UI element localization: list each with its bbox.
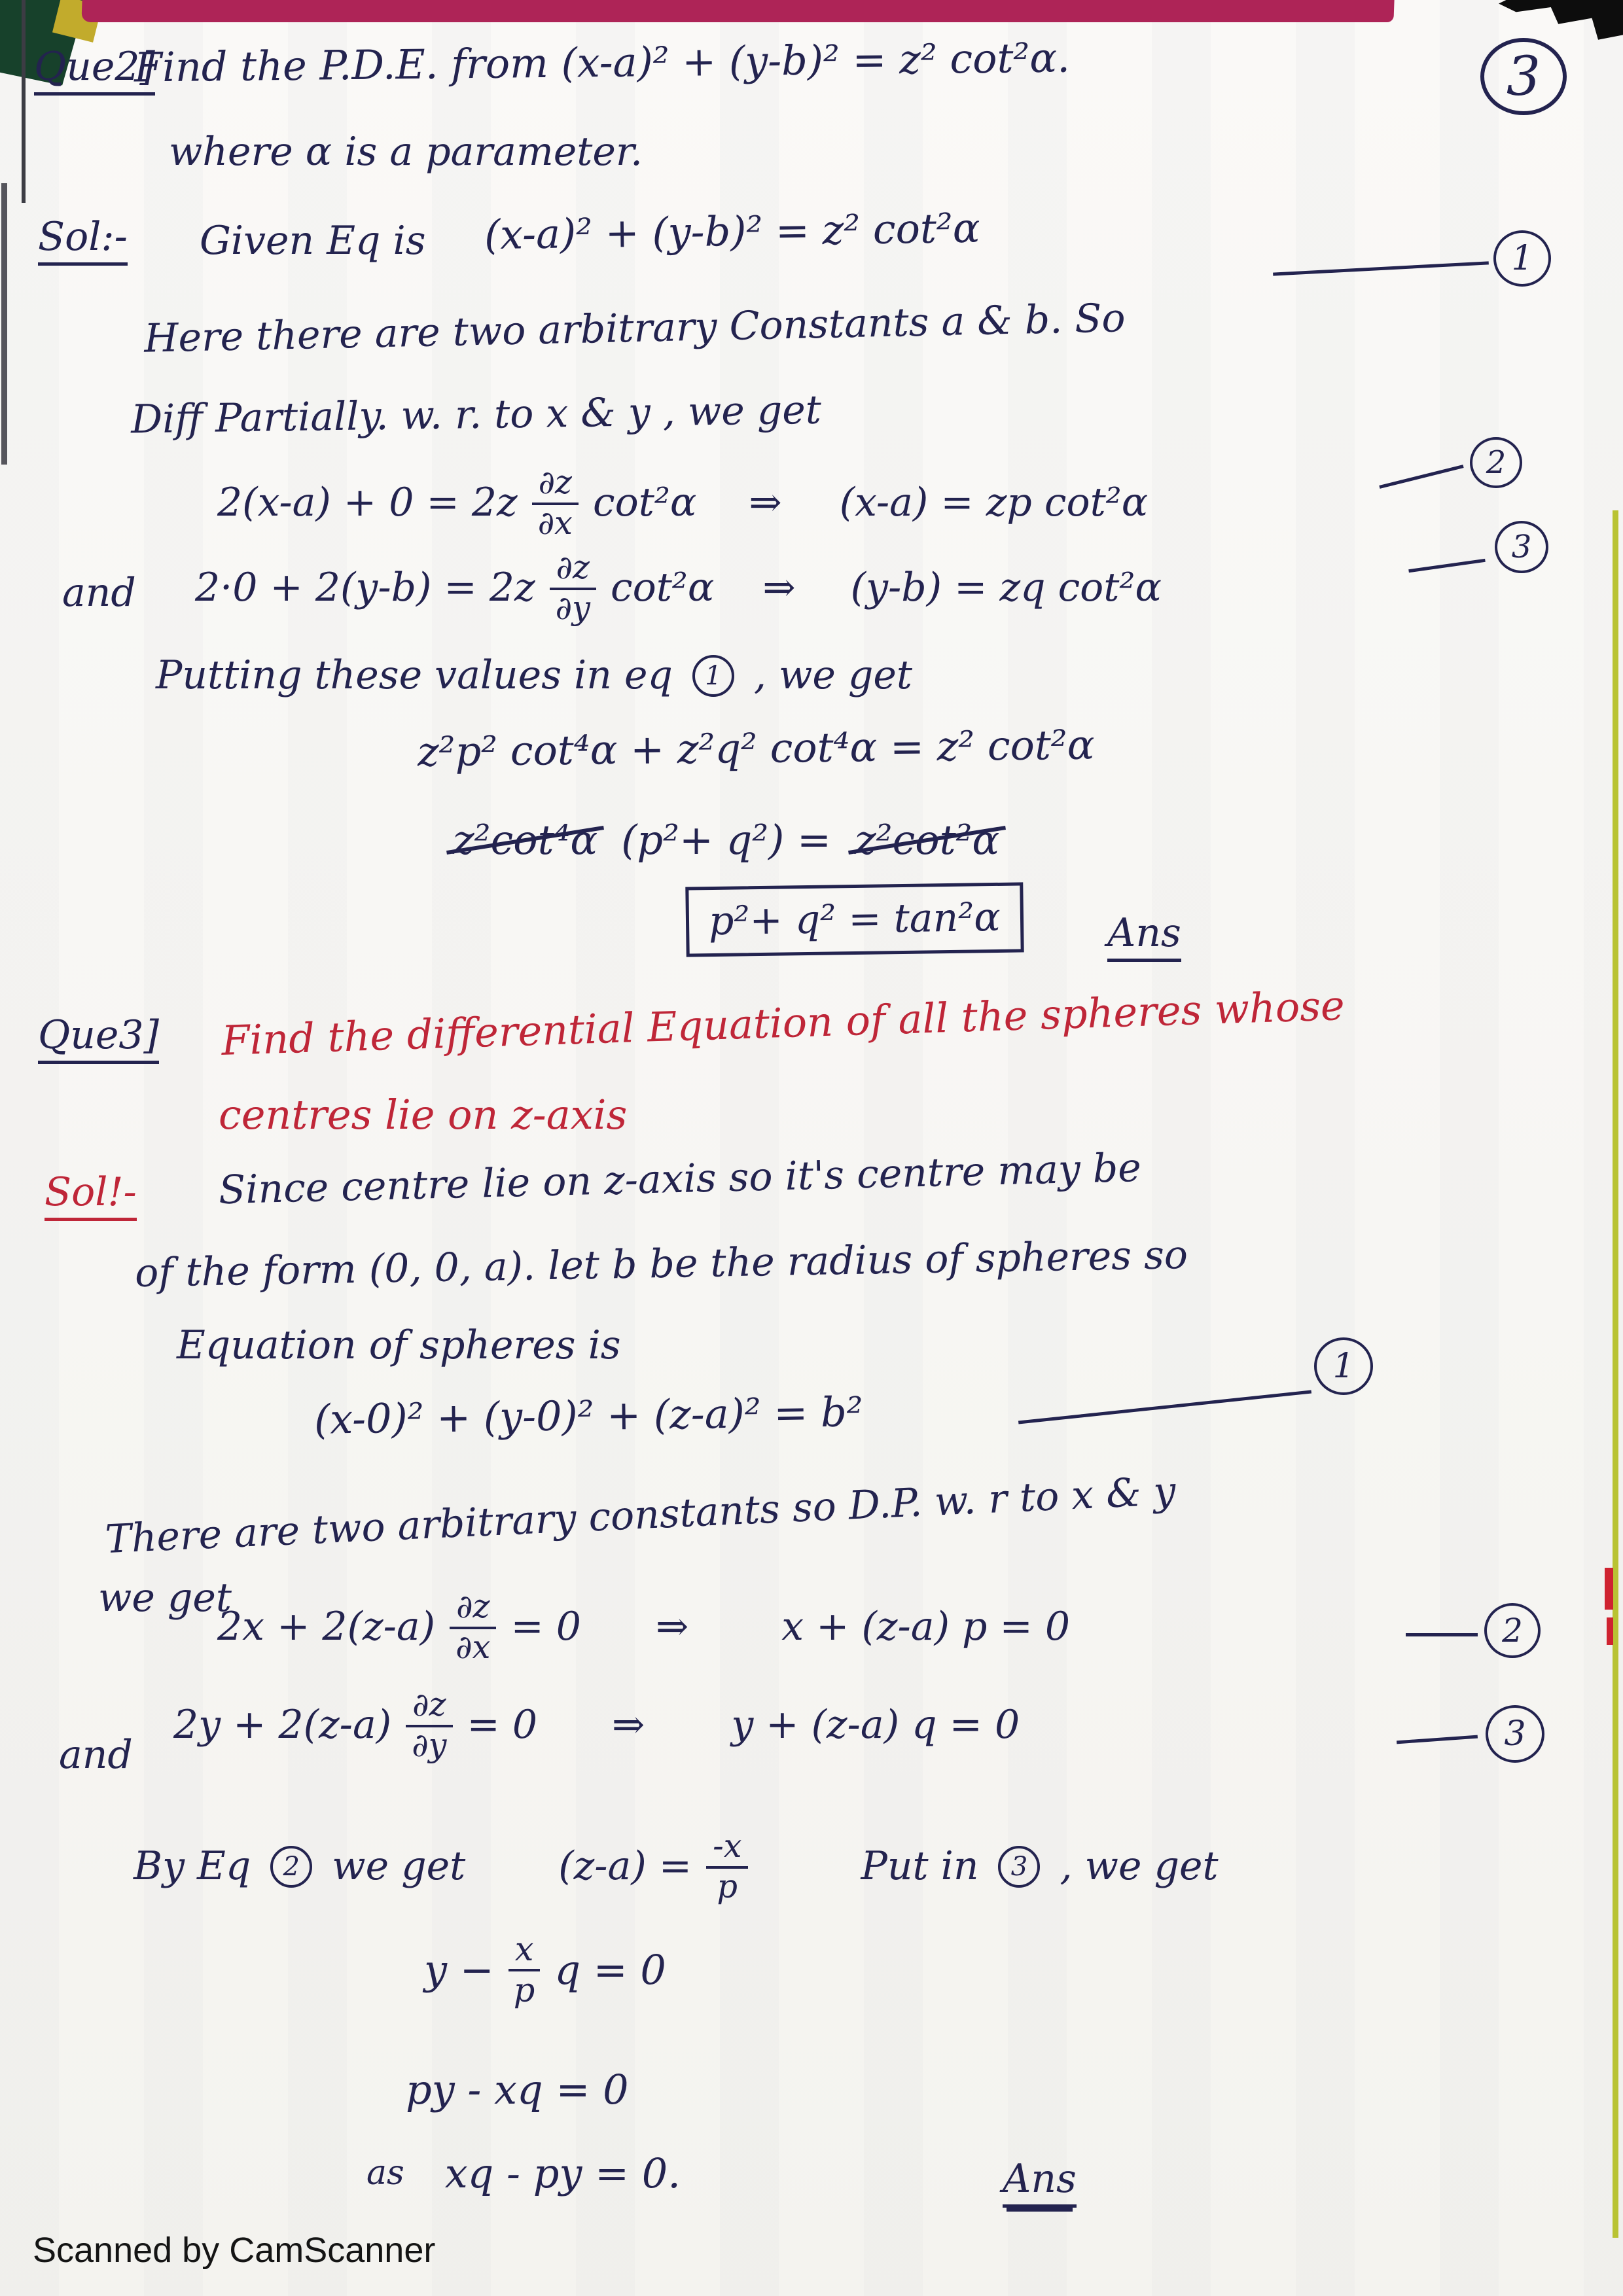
- implies-arrow: ⇒: [612, 1702, 645, 1748]
- que2-cancelled-equation: [453, 817, 999, 863]
- que3-ans-label: [1003, 2157, 1077, 2202]
- que3-result-line2: py - xq = 0: [406, 2066, 629, 2113]
- eq-term: q = 0: [554, 1945, 666, 1994]
- que3-by-eq-line: [134, 1829, 1219, 1903]
- que3-we-get-line: we get: [98, 1575, 232, 1621]
- eq-term: 2(x-a) + 0 = 2z: [217, 480, 518, 526]
- struck-term: z²cot⁴α: [453, 816, 598, 864]
- sphere-eq-pointer-line: [1018, 1390, 1311, 1424]
- eq-term: x + (z-a) p = 0: [781, 1604, 1071, 1650]
- que3-arbitrary-line: There are two arbitrary constants so D.P. w. r to x & y: [104, 1468, 1177, 1563]
- que3-equation-of-spheres-line: Equation of spheres is: [177, 1322, 621, 1368]
- eq3-number-badge: 3: [1495, 521, 1548, 573]
- que2-sol-label-text: Sol:-: [38, 214, 128, 266]
- eq-term: (p²+ q²) =: [621, 816, 831, 864]
- camscanner-watermark: Scanned by CamScanner: [33, 2231, 436, 2270]
- scan-right-red-mark-2: [1607, 1617, 1613, 1645]
- eq-term: = 0: [467, 1702, 538, 1748]
- eq-term: (z-a) =: [558, 1843, 692, 1890]
- que2-diff-y-equation: [195, 548, 1162, 627]
- answer-equation: p²+ q² = tan²α: [708, 894, 1001, 945]
- eq1-pointer-line: [1273, 261, 1489, 275]
- eq2-pointer-dash: [1379, 465, 1463, 489]
- que2-and-word: and: [62, 570, 136, 616]
- partial-dz-dy-fraction: $\frac{\partial z}{\partial y}$: [406, 1688, 452, 1762]
- que2-putting-line: [156, 653, 912, 698]
- que3-result-line1: [424, 1932, 666, 2008]
- text-run: , we get: [753, 652, 912, 698]
- eq-ref-badge-3: 3: [998, 1846, 1040, 1888]
- struck-term: z²cot²α: [855, 816, 1000, 864]
- que3-and-word: and: [59, 1732, 133, 1778]
- scan-left-line-mid: [1, 183, 7, 465]
- que3-form-line: of the form (0, 0, a). let b be the radius of spheres so: [134, 1231, 1188, 1297]
- que3-label: [38, 1013, 159, 1058]
- eq-term: 2y + 2(z-a): [173, 1702, 392, 1748]
- que3-dp-x-equation: [217, 1587, 1071, 1666]
- que2-given-text: Given Eq is: [200, 218, 426, 264]
- que3-dp-y-equation: [173, 1688, 1020, 1762]
- text-run: By Eq: [134, 1843, 251, 1890]
- implies-arrow: ⇒: [655, 1604, 689, 1650]
- page-number-badge: 3: [1480, 38, 1567, 115]
- ans-text: Ans: [1003, 2156, 1077, 2208]
- x-over-p-fraction: $\frac{x}{p}$: [508, 1932, 541, 2008]
- que2-diff-x-equation: [217, 463, 1149, 542]
- implies-arrow: ⇒: [749, 480, 782, 526]
- scan-right-yellow-line: [1613, 510, 1618, 2238]
- eq-term: (x-a) = zp cot²α: [839, 480, 1149, 526]
- text-run: , we get: [1060, 1843, 1219, 1890]
- que2-substituted-equation: z²p² cot⁴α + z²q² cot⁴α = z² cot²α: [417, 720, 1095, 776]
- eq3-pointer-dash: [1408, 559, 1486, 573]
- scan-edge-magenta-stripe: [81, 0, 1394, 22]
- eq-ref-badge-1: 1: [692, 655, 734, 697]
- eq3b-number-badge: 3: [1486, 1705, 1544, 1763]
- que2-sol-label: [38, 215, 128, 260]
- partial-dz-dx-fraction: $\frac{\partial z}{\partial x}$: [450, 1590, 496, 1664]
- eq-term: = 0: [510, 1604, 581, 1650]
- eq-ref-badge-2: 2: [270, 1846, 312, 1888]
- que3-question-line1: Find the differential Equation of all the spheres whose: [221, 981, 1346, 1065]
- text-run: Putting these values in eq: [156, 652, 673, 698]
- que2-final-answer: [686, 885, 1024, 955]
- que3-since-line: Since centre lie on z-axis so it's centre may be: [218, 1144, 1142, 1214]
- que2-question-line2: where α is a parameter.: [169, 129, 643, 175]
- eq3b-pointer-dash: [1397, 1735, 1478, 1744]
- answer-box: [685, 882, 1024, 957]
- que3-label-text: Que3]: [38, 1012, 159, 1064]
- text-run: Put in: [861, 1843, 979, 1890]
- eq-term: (y-b) = zq cot²α: [850, 565, 1162, 611]
- eq2b-number-badge: 2: [1484, 1603, 1541, 1658]
- eq-term: 2·0 + 2(y-b) = 2z: [195, 565, 535, 611]
- que2-question-line1: Find the P.D.E. from (x-a)² + (y-b)² = z² cot²α.: [134, 33, 1071, 92]
- partial-dz-dy-fraction: $\frac{\partial z}{\partial y}$: [550, 551, 596, 625]
- eq1-number-badge: 1: [1493, 230, 1551, 287]
- scan-right-red-mark: [1605, 1568, 1613, 1610]
- scan-left-line-top: [22, 0, 26, 203]
- partial-dz-dx-fraction: $\frac{\partial z}{\partial x}$: [532, 466, 579, 540]
- que3-sol-label-text: Sol!-: [45, 1169, 137, 1221]
- eq-term: y −: [424, 1945, 494, 1994]
- que3-result-line3: [366, 2150, 681, 2197]
- que2-eq1: (x-a)² + (y-b)² = z² cot²α: [484, 203, 981, 259]
- que2-label-text: Que2]: [34, 44, 155, 96]
- eq2-number-badge: 2: [1470, 437, 1522, 488]
- text-run: as: [366, 2153, 404, 2193]
- que2-here-line: Here there are two arbitrary Constants a & b. So: [143, 295, 1126, 362]
- eq-term: cot²α: [592, 480, 697, 526]
- implies-arrow: ⇒: [762, 565, 796, 611]
- que3-question-line2: centres lie on z-axis: [219, 1091, 628, 1139]
- ans-text: Ans: [1107, 910, 1181, 962]
- que3-sphere-equation: (x-0)² + (y-0)² + (z-a)² = b²: [313, 1388, 864, 1443]
- minus-x-over-p-fraction: $\frac{-x}{p}$: [706, 1829, 748, 1903]
- sphere-eq-number-badge: 1: [1314, 1337, 1373, 1395]
- eq-term: cot²α: [610, 565, 715, 611]
- que2-diff-line: Diff Partially. w. r. to x & y , we get: [130, 387, 822, 443]
- que3-sol-label: [45, 1170, 137, 1215]
- que2-ans-label: [1107, 911, 1181, 956]
- eq-term: xq - py = 0.: [444, 2149, 681, 2197]
- eq2b-pointer-dash: [1406, 1633, 1478, 1636]
- text-run: we get: [332, 1843, 466, 1890]
- eq-term: y + (z-a) q = 0: [731, 1702, 1020, 1748]
- eq-term: 2x + 2(z-a): [217, 1604, 436, 1650]
